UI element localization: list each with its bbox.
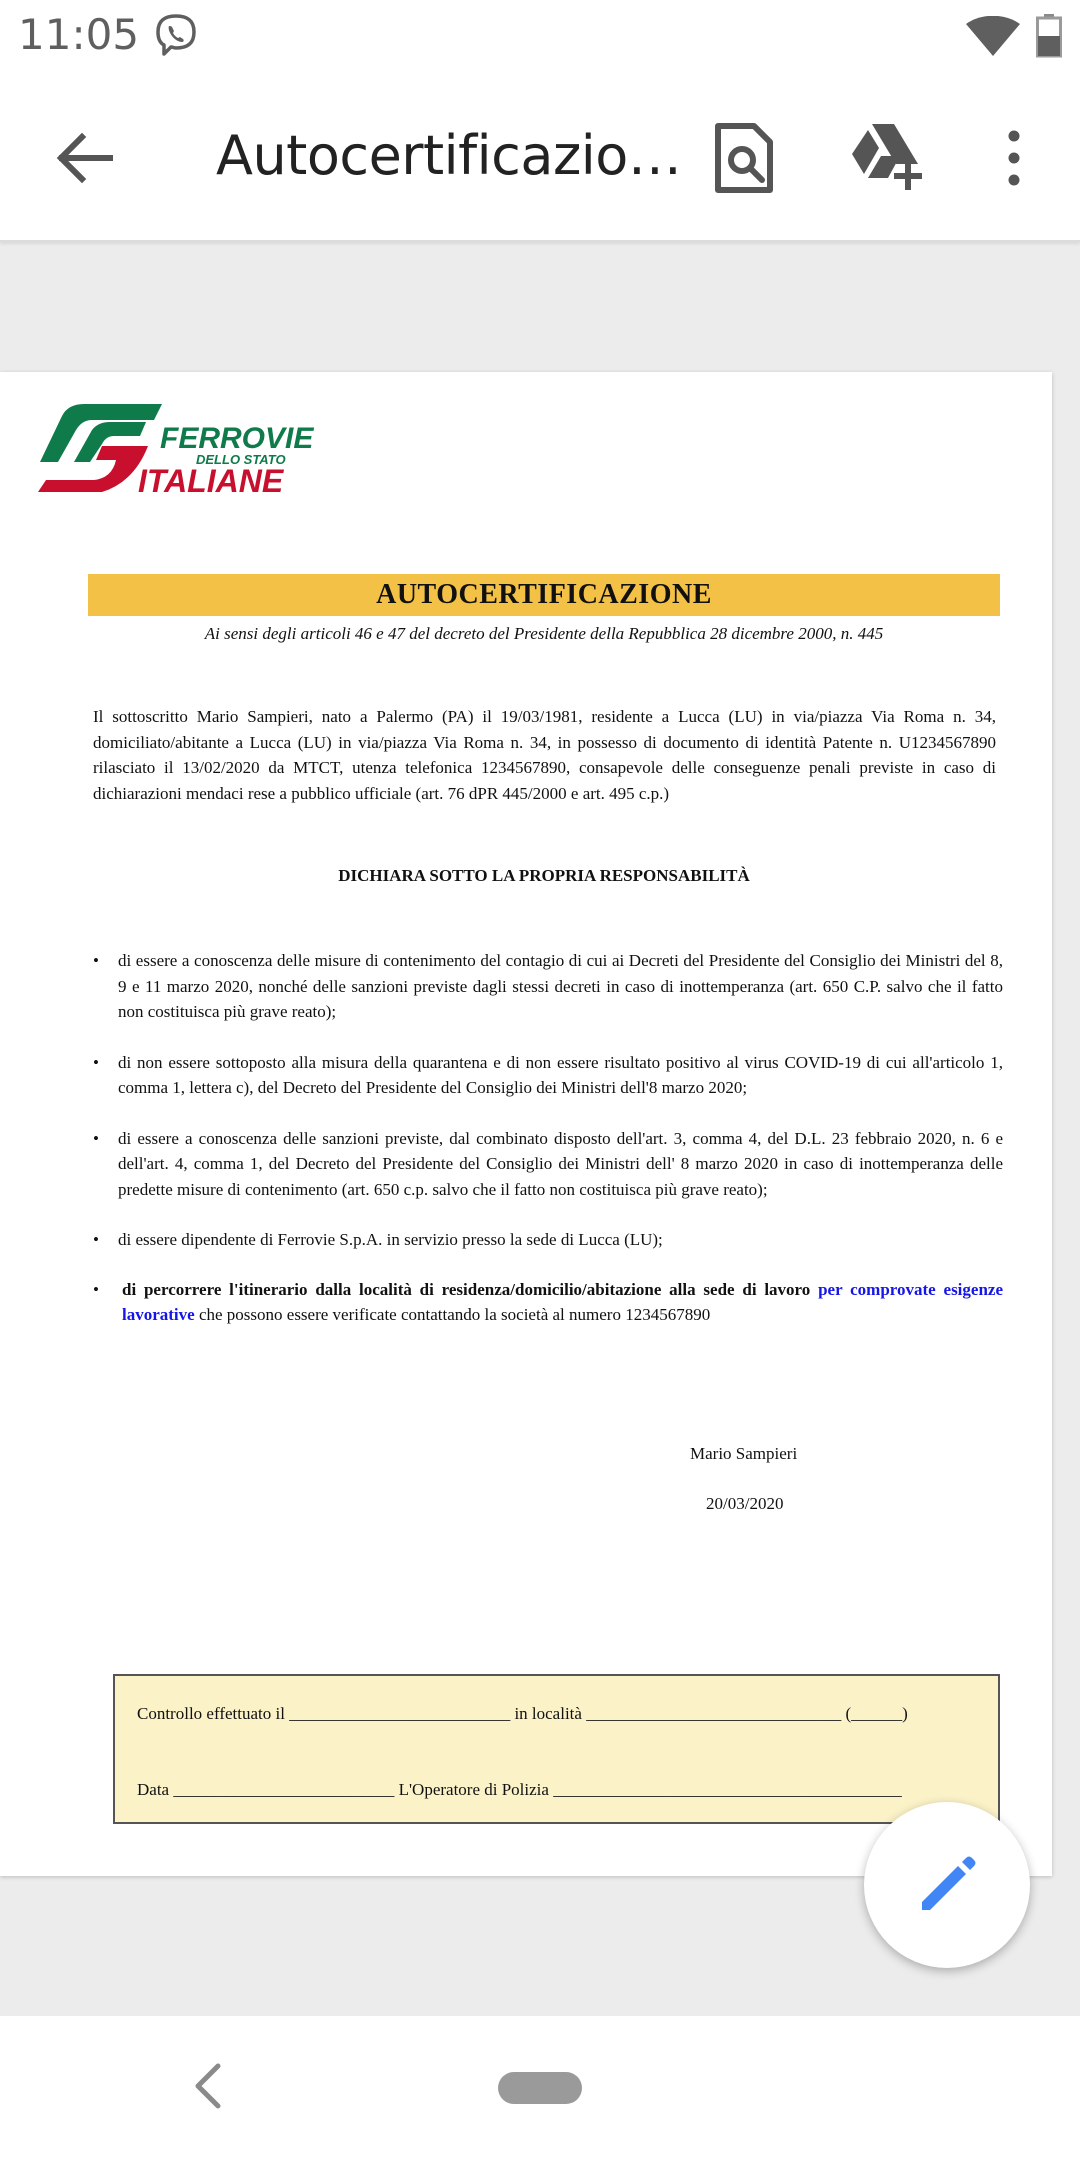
find-in-document-icon[interactable] [712,122,776,194]
svg-text:DELLO STATO: DELLO STATO [196,452,286,467]
intro-paragraph: Il sottoscritto Mario Sampieri, nato a Palermo (PA) il 19/03/1981, residente a Lucca (LU) in via/piazza Via Roma n. 34, domiciliato/abitante a Lucca (LU) in via/piazza Via Roma n. 34, in possesso di documento di identità Patente n. U1234567890 rilasciato il 13/02/2020 da MTCT, utenza telefonica 1234567890, consapevole delle conseguenze penali previste in caso di dichiarazioni mendaci rese a pubblico ufficiale (art. 76 dPR 445/2000 e art. 495 c.p.) [93,707,996,803]
svg-text:FERROVIE: FERROVIE [160,422,314,455]
document-title: Autocertificazio… [216,124,682,187]
control-line-1: Controllo effettuato il __________________________ in località ______________________________ (______) [137,1704,908,1723]
signature-date: 20/03/2020 [706,1494,784,1513]
police-control-box [113,1674,1000,1824]
app-bar [0,72,1080,242]
viber-icon [152,12,200,60]
system-nav-bar [0,2016,1080,2160]
list-item: • di non essere sottoposto alla misura della quarantena e di non essere risultato positivo al virus COVID-19 di cui all'articolo 1, comma 1, lettera c), del Decreto del Presidente del Consiglio dei Ministri dell'8 marzo 2020; [93,1052,1003,1097]
more-vert-icon[interactable] [1000,122,1028,194]
wifi-icon [966,16,1020,56]
declaration-list [93,948,1003,1328]
document-page [0,372,1052,1876]
battery-icon [1036,14,1062,58]
add-to-drive-icon[interactable] [848,120,924,192]
edit-button[interactable] [864,1802,1030,1968]
declaration-heading: DICHIARA SOTTO LA PROPRIA RESPONSABILITÀ [338,866,750,885]
status-bar [0,0,1080,72]
list-item: • di essere a conoscenza delle sanzioni previste, dal combinato disposto dell'art. 3, comma 4, del D.L. 23 febbraio 2020, n. 6 e dell'art. 4, comma 1, del Decreto del Presidente del Consiglio dei Ministri dell' 8 marzo 2020 in caso di inottemperanza delle predette misure di contenimento (art. 650 c.p. salvo che il fatto non costituisca più grave reato); [93,1128,1003,1199]
edit-pencil-icon [914,1852,980,1918]
ferrovie-logo [36,400,348,496]
back-arrow-icon[interactable] [48,122,120,194]
svg-text:ITALIANE: ITALIANE [138,463,284,496]
signer-name: Mario Sampieri [690,1444,798,1463]
control-line-2: Data __________________________ L'Operatore di Polizia _________________________________________ [137,1780,902,1799]
document-subtitle: Ai sensi degli articoli 46 e 47 del decreto del Presidente della Repubblica 28 dicembre 2000, n. 445 [204,624,884,643]
status-time: 11:05 [18,10,140,59]
list-item: • di essere a conoscenza delle misure di contenimento del contagio di cui ai Decreti del Presidente del Consiglio dei Ministri del 8, 9 e 11 marzo 2020, nonché delle sanzioni previste dagli stessi decreti in caso di inottemperanza (art. 650 C.P. salvo che il fatto non costituisca più grave reato); [93,951,1003,1021]
home-pill[interactable] [498,2072,582,2104]
title-bar [88,574,1000,616]
list-item: • di essere dipendente di Ferrovie S.p.A. in servizio presso la sede di Lucca (LU); [93,1230,663,1249]
document-heading: AUTOCERTIFICAZIONE [376,579,712,610]
nav-back-icon[interactable] [190,2060,226,2112]
list-item: • di percorrere l'itinerario dalla località di residenza/domicilio/abitazione alla sede di lavoro per comprovate esigenze lavorative che possono essere verificate contattando la società al numero 1234567890 [93,1279,1003,1324]
